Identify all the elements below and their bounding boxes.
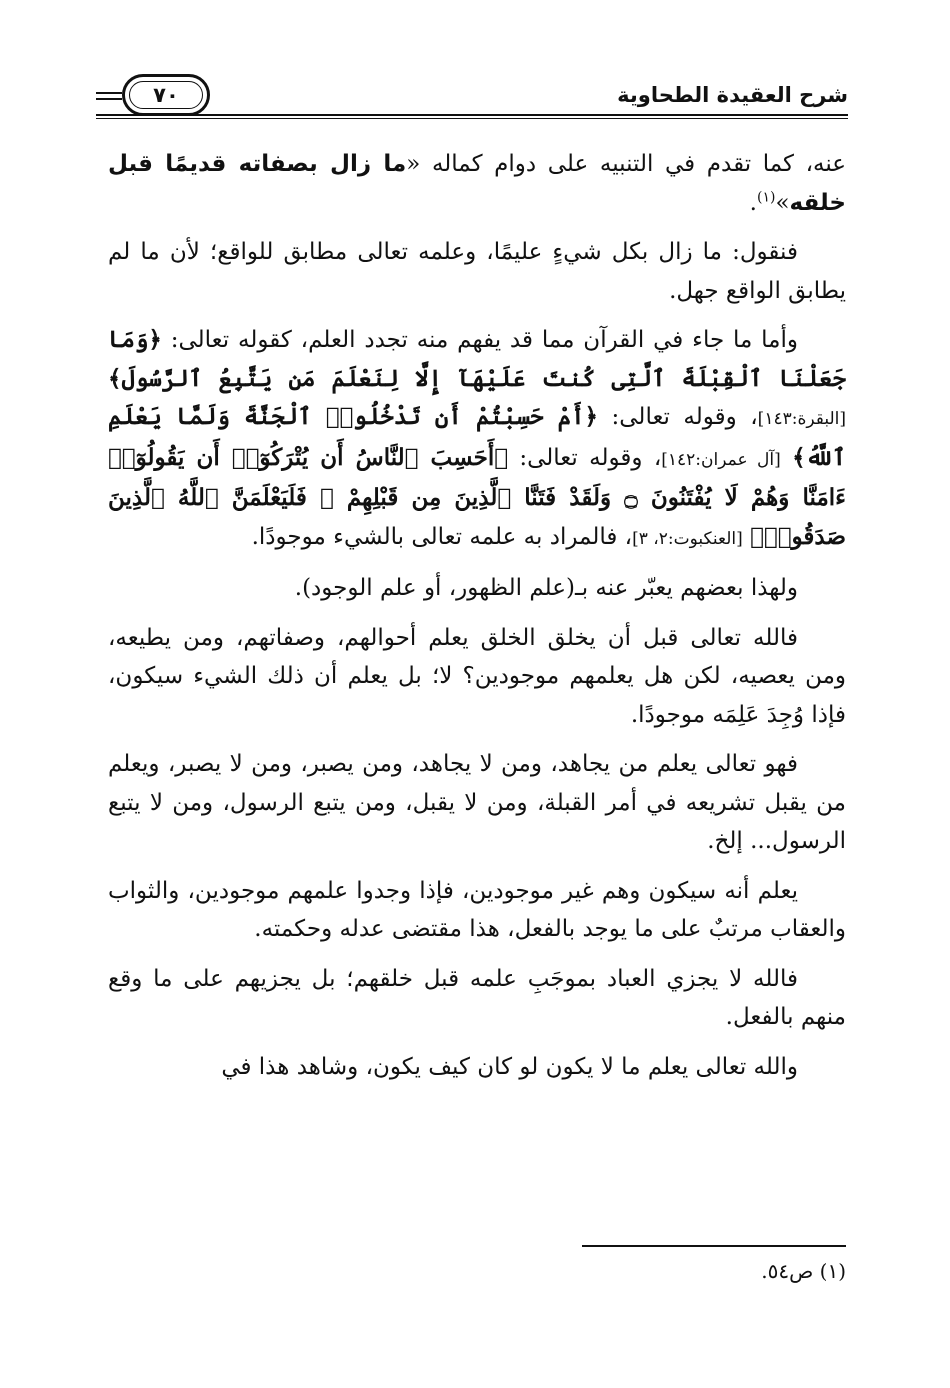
quran-verse-2: ﴿أَمْ حَسِبْتُمْ أَن تَدْخُلُوا۟ ٱلْجَنَّةَ وَلَمَّا يَعْلَمِ ٱللَّهُ﴾ <box>108 403 846 471</box>
paragraph-3-intro: وأما ما جاء في القرآن مما قد يفهم منه تجدد العلم، كقوله تعالى: <box>170 327 798 353</box>
quran-verse-3: ﴿أَحَسِبَ ٱلنَّاسُ أَن يُتْرَكُوٓا۟ أَن يَقُولُوٓا۟ ءَامَنَّا وَهُمْ لَا يُفْتَنُونَ ۝ وَلَقَدْ فَتَنَّا ٱلَّذِينَ مِن قَبْلِهِمْ ۖ فَلَيَعْلَمَنَّ ٱللَّهُ ٱلَّذِينَ صَدَقُوا۟﴾ <box>108 443 846 550</box>
header-rule <box>96 114 848 116</box>
page-number-ornament-line <box>96 92 122 94</box>
page-header <box>96 62 848 122</box>
paragraph-9: والله تعالى يعلم ما لا يكون لو كان كيف يكون، وشاهد هذا في <box>221 1053 798 1080</box>
paragraph-8: فالله لا يجزي العباد بموجَبِ علمه قبل خلقهم؛ بل يجزيهم على ما وقع منهم بالفعل. <box>108 965 846 1030</box>
paragraph-3-connector-2: ، وقوله تعالى: <box>519 444 662 471</box>
paragraph-7: يعلم أنه سيكون وهم غير موجودين، فإذا وجدوا علمهم موجودين، والثواب والعقاب مرتبٌ على ما يوجد بالفعل، هذا مقتضى عدله وحكمته. <box>108 877 846 942</box>
paragraph-1-end: . <box>749 189 757 216</box>
footnote-1 <box>761 1256 846 1286</box>
quoted-creed-phrase: ما زال بصفاته قديمًا قبل خلقه <box>108 151 846 216</box>
header-rule-thin <box>96 118 848 119</box>
page-number: ٧٠ <box>153 83 179 107</box>
page-number-ornament-line-2 <box>96 98 122 100</box>
quran-verse-1: ﴿وَمَا جَعَلْنَا ٱلْقِبْلَةَ ٱلَّتِى كُنتَ عَلَيْهَآ إِلَّا لِنَعْلَمَ مَن يَتَّبِعُ ٱلرَّسُولَ﴾ <box>108 326 846 392</box>
paragraph-1-text: عنه، كما تقدم في التنبيه على دوام كماله « <box>406 151 846 177</box>
paragraph-5: فالله تعالى قبل أن يخلق الخلق يعلم أحوالهم، وصفاتهم، ومن يطيعه، ومن يعصيه، لكن هل يعلمهم موجودين؟ لا؛ بل يعلم أن ذلك الشيء سيكون، فإذا وُجِدَ عَلِمَه موجودًا. <box>108 624 846 728</box>
footnote-separator <box>582 1245 846 1247</box>
paragraph-3-connector-1: ، وقوله تعالى: <box>611 404 758 430</box>
verse-reference-3: [العنكبوت:٢، ٣] <box>632 528 743 549</box>
footnote-marker: (١) <box>819 1259 846 1283</box>
paragraph-6: فهو تعالى يعلم من يجاهد، ومن لا يجاهد، ومن يصبر، ومن لا يصبر، ويعلم من يقبل تشريعه في أمر القبلة، ومن لا يقبل، ومن يتبع الرسول، ومن لا يتبع الرسول... إلخ. <box>108 751 846 854</box>
paragraph-3 <box>108 321 846 558</box>
verse-reference-2: [آل عمران:١٤٢] <box>661 449 781 470</box>
verse-reference-1: [البقرة:١٤٣] <box>757 409 846 429</box>
running-title: شرح العقيدة الطحاوية <box>617 83 848 107</box>
paragraph-2: فنقول: ما زال بكل شيءٍ عليمًا، وعلمه تعالى مطابق للواقع؛ لأن ما لم يطابق الواقع جهل. <box>108 239 846 304</box>
footnote-reference[interactable]: (١) <box>756 188 776 205</box>
footnote-text: ص٥٤. <box>761 1259 814 1283</box>
paragraph-3-end: ، فالمراد به علمه تعالى بالشيء موجودًا. <box>251 523 633 550</box>
closing-quote: » <box>775 189 790 216</box>
paragraph-4: ولهذا بعضهم يعبّر عنه بـ(علم الظهور، أو علم الوجود). <box>294 575 798 601</box>
page-number-frame <box>122 74 210 116</box>
paragraph-1 <box>108 145 846 222</box>
main-text <box>108 145 846 1097</box>
